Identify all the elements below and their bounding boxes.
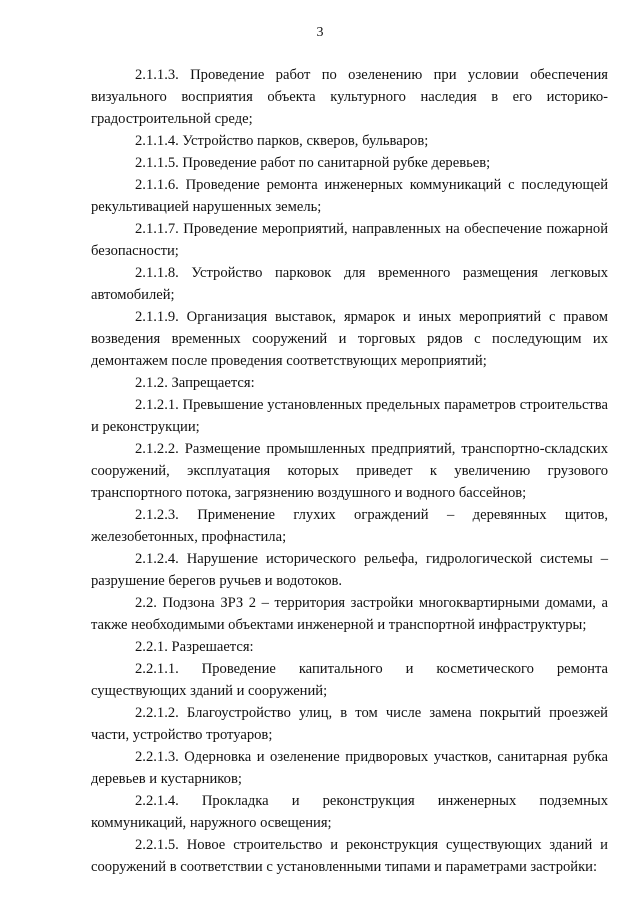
paragraph-2-2-1-1: 2.2.1.1. Проведение капитального и косметического ремонта существующих зданий и сооружений;: [91, 661, 608, 699]
paragraph-2-2-1-2: 2.2.1.2. Благоустройство улиц, в том числе замена покрытий проезжей части, устройство тротуаров;: [91, 705, 608, 743]
paragraph-2-1-2-1: 2.1.2.1. Превышение установленных предельных параметров строительства и реконструкции;: [91, 397, 608, 435]
paragraph-2-1-2-3: 2.1.2.3. Применение глухих ограждений – деревянных щитов, железобетонных, профнастила;: [91, 507, 608, 545]
paragraph-2-1-1-3: 2.1.1.3. Проведение работ по озеленению при условии обеспечения визуального восприятия объекта культурного наследия в его историко-градостроительной среде;: [91, 67, 608, 127]
paragraph-2-1-2-4: 2.1.2.4. Нарушение исторического рельефа, гидрологической системы – разрушение берегов ручьев и водотоков.: [91, 551, 608, 589]
paragraph-2-1-1-9: 2.1.1.9. Организация выставок, ярмарок и иных мероприятий с правом возведения временных сооружений и торговых рядов с последующим их демонтажем после проведения соответствующих мероприятий;: [91, 309, 608, 369]
paragraph-2-2-1-5: 2.2.1.5. Новое строительство и реконструкция существующих зданий и сооружений в соответствии с установленными типами и параметрами застройки:: [91, 837, 608, 875]
paragraph-2-1-1-4: 2.1.1.4. Устройство парков, скверов, бульваров;: [135, 133, 429, 149]
paragraph-2-1-1-6: 2.1.1.6. Проведение ремонта инженерных коммуникаций с последующей рекультивацией нарушенных земель;: [91, 177, 608, 215]
paragraph-2-1-1-5: 2.1.1.5. Проведение работ по санитарной рубке деревьев;: [135, 155, 491, 171]
paragraph-2-2-1-3: 2.2.1.3. Одерновка и озеленение придворовых участков, санитарная рубка деревьев и кустарников;: [91, 749, 608, 787]
paragraph-2-1-1-8: 2.1.1.8. Устройство парковок для временного размещения легковых автомобилей;: [91, 265, 608, 303]
document-body: [91, 56, 608, 878]
paragraph-2-2-1: 2.2.1. Разрешается:: [135, 639, 254, 655]
paragraph-2-1-2: 2.1.2. Запрещается:: [135, 375, 255, 391]
paragraph-2-1-1-7: 2.1.1.7. Проведение мероприятий, направленных на обеспечение пожарной безопасности;: [91, 221, 608, 259]
page-number: 3: [316, 25, 324, 40]
paragraph-2-2: 2.2. Подзона ЗРЗ 2 – территория застройки многоквартирными домами, а также необходимыми объектами инженерной и транспортной инфраструктуры;: [91, 595, 608, 633]
paragraph-2-1-2-2: 2.1.2.2. Размещение промышленных предприятий, транспортно-складских сооружений, эксплуатация которых приведет к увеличению грузового транспортного потока, загрязнению воздушного и водного бассейнов;: [91, 441, 608, 501]
paragraph-2-2-1-4: 2.2.1.4. Прокладка и реконструкция инженерных подземных коммуникаций, наружного освещения;: [91, 793, 608, 831]
